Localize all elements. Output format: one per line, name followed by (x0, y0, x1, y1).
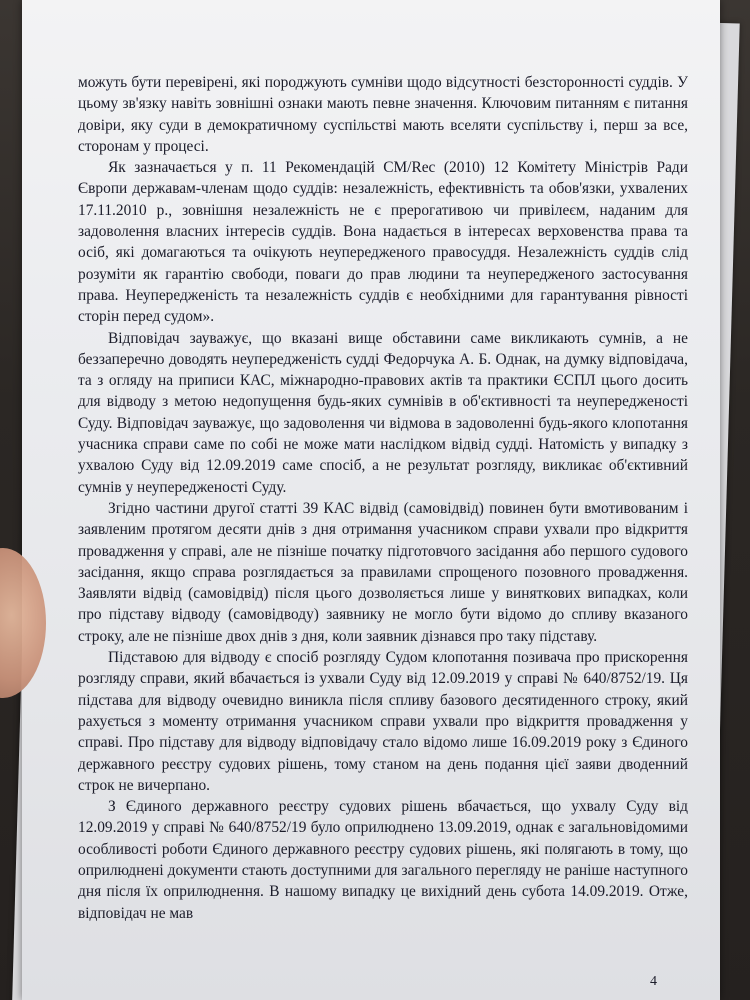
paragraph-3: Відповідач зауважує, що вказані вище обставини саме викликають сумнів, а не беззаперечно доводять неупередженість судді Федорчука А. Б. Однак, на думку відповідача, та з огляду на приписи КАС, міжнародно-правових актів та практики ЄСПЛ цього досить для відводу з метою недопущення будь-яких сумнівів в об'єктивності та неупередженості Суду. Відповідач зауважує, що задоволення чи відмова в задоволенні будь-якого клопотання учасника справи саме по собі не може мати наслідком відвід судді. Натомість у випадку з ухвалою Суду від 12.09.2019 саме спосіб, а не результат розгляду, викликає об'єктивний сумнів у неупередженості Суду. (78, 329, 688, 496)
document-body (78, 72, 688, 924)
paragraph-6: З Єдиного державного реєстру судових рішень вбачається, що ухвалу Суду від 12.09.2019 у справі № 640/8752/19 було оприлюднено 13.09.2019, однак є загальновідомими особливості роботи Єдиного державного реєстру судових рішень, які полягають в тому, що оприлюднені документи стають доступними для загального перегляду не раніше наступного дня після їх оприлюднення. В нашому випадку це вихідний день субота 14.09.2019. Отже, відповідач не мав (78, 798, 688, 922)
paragraph-5: Підставою для відводу є спосіб розгляду Судом клопотання позивача про прискорення розгляду справи, який вбачається із ухвали Суду від 12.09.2019 у справі № 640/8752/19. Ця підстава для відводу очевидно виникла після спливу базового десятиденного строку, який рахується з моменту отримання учасником справи ухвали про відкриття провадження у справі. Про підставу для відводу відповідачу стало відомо лише 16.09.2019 року з Єдиного державного реєстру судових рішень, тому станом на день подання цієї заяви дводенний строк не вичерпано. (78, 649, 688, 794)
paragraph-4: Згідно частини другої статті 39 КАС відвід (самовідвід) повинен бути вмотивованим і заявленим протягом десяти днів з дня отримання учасником справи ухвали про відкриття провадження у справі, але не пізніше початку підготовчого засідання або першого судового засідання, якщо справа розглядається за правилами спрощеного позовного провадження. Заявляти відвід (самовідвід) після цього дозволяється лише у виняткових випадках, коли про підставу відводу (самовідводу) заявнику не могло бути відомо до спливу вказаного строку, але не пізніше двох днів з дня, коли заявник дізнався про таку підставу. (78, 499, 688, 645)
page-number: 4 (650, 974, 657, 989)
paragraph-2: Як зазначається у п. 11 Рекомендацій CM/Rec (2010) 12 Комітету Міністрів Ради Європи державам-членам щодо суддів: незалежність, ефективність та обов'язки, ухвалених 17.11.2010 р., зовнішня незалежність не є прерогативою чи привілеєм, наданим для задоволення власних інтересів суддів. Вона надається в інтересах верховенства права та осіб, які домагаються та очікують неупередженого правосуддя. Незалежність суддів слід розуміти як гарантію свободи, поваги до прав людини та неупередженого застосування права. Неупередженість та незалежність суддів є необхідними для гарантування рівності сторін перед судом». (78, 159, 688, 326)
paragraph-1: можуть бути перевірені, які породжують сумніви щодо відсутності безсторонності суддів. У цьому зв'язку навіть зовнішні ознаки мають певне значення. Ключовим питанням є питання довіри, яку суди в демократичному суспільстві мають вселяти суспільству і, перш за все, сторонам у процесі. (78, 74, 688, 155)
